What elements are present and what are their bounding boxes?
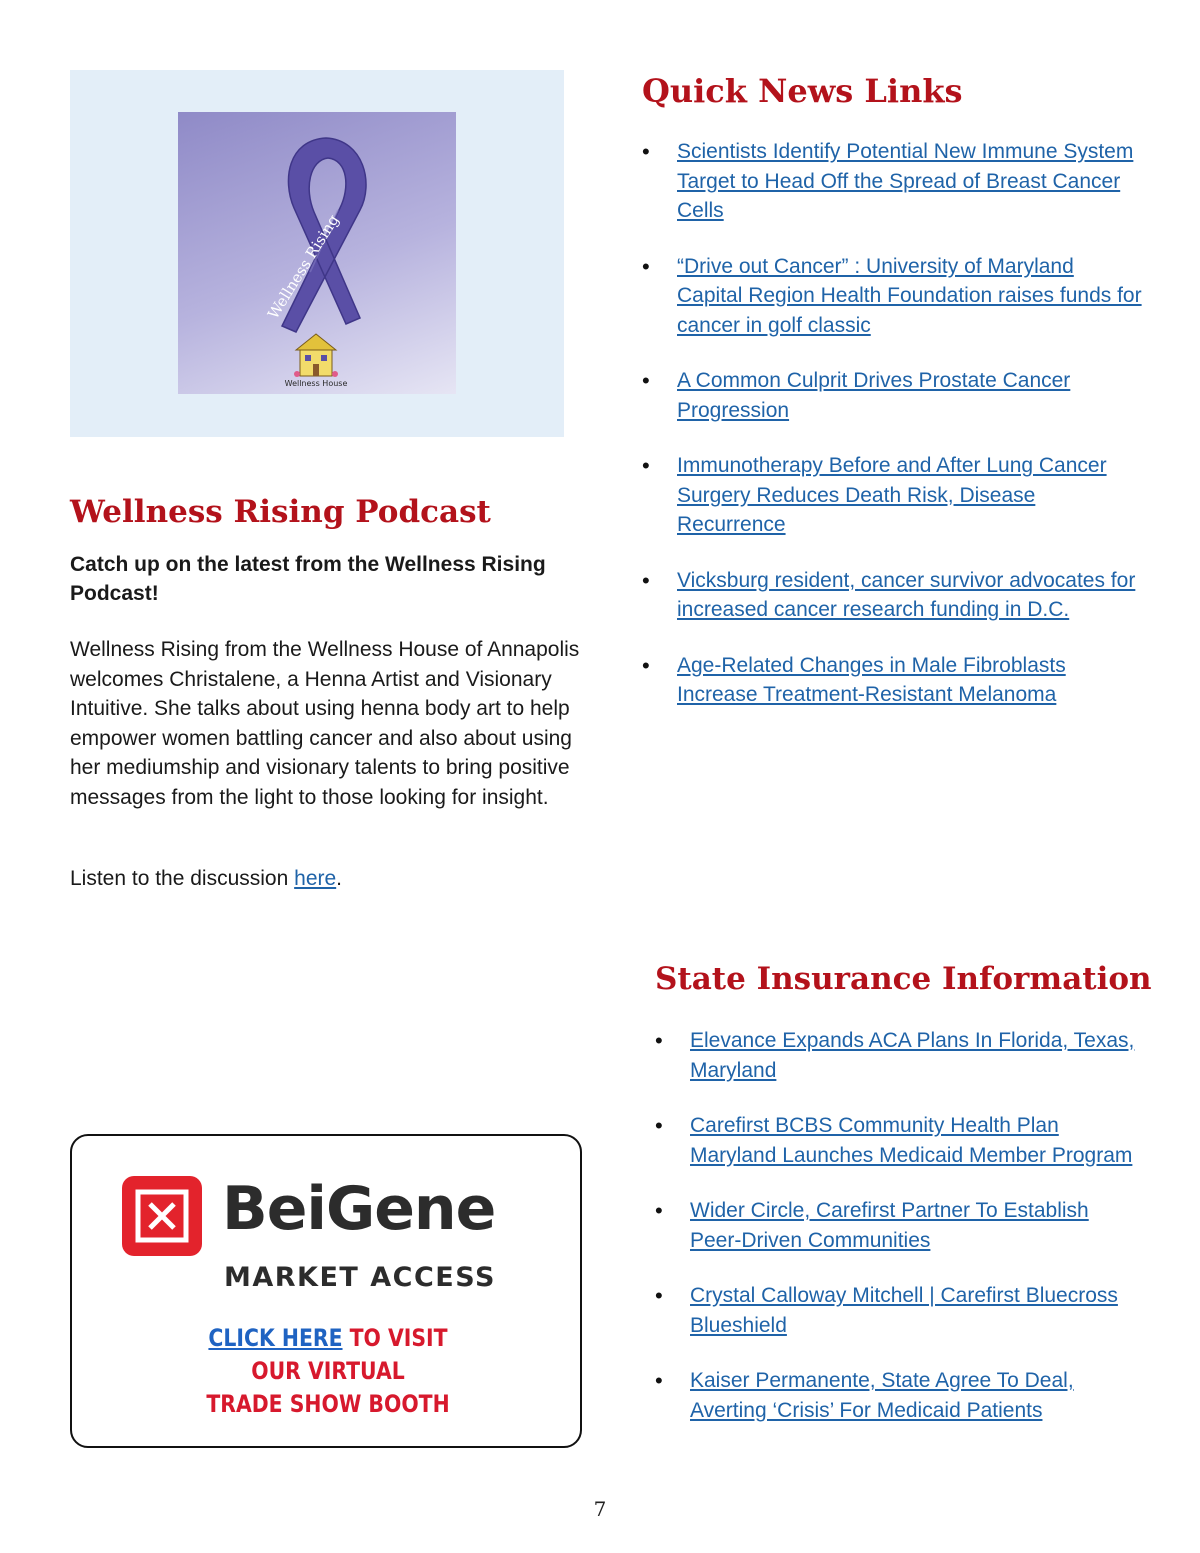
bullet-icon: •	[642, 652, 650, 678]
wellness-house-logo-icon	[294, 334, 338, 377]
bullet-icon: •	[642, 567, 650, 593]
awareness-ribbon-icon	[178, 112, 456, 394]
beigene-ad-banner[interactable]	[70, 1134, 582, 1448]
ad-call-to-action	[110, 1322, 545, 1421]
list-item	[642, 451, 1142, 540]
ad-cta-line1: TO VISIT	[342, 1324, 448, 1352]
list-item	[642, 651, 1142, 710]
bullet-icon: •	[655, 1113, 663, 1138]
list-item	[642, 252, 1142, 341]
bullet-icon: •	[642, 368, 650, 393]
list-item	[655, 1281, 1135, 1340]
news-link[interactable]: Age-Related Changes in Male Fibroblasts Increase Treatment-Resistant Melanoma	[677, 653, 1066, 706]
ad-brand-name: BeiGene	[222, 1174, 496, 1244]
svg-text:Wellness Rising: Wellness Rising	[264, 211, 343, 323]
bullet-icon: •	[642, 139, 650, 164]
podcast-description: Wellness Rising from the Wellness House of Annapolis welcomes Christalene, a Henna Artist and Visionary Intuitive. She talks about using henna body art to help empower women battling cancer and also about using her mediumship and visionary talents to bring positive messages from the light to those looking for insight.	[70, 638, 580, 809]
news-link[interactable]: Scientists Identify Potential New Immune System Target to Head Off the Spread of Breast Cancer Cells	[677, 140, 1134, 222]
wellness-rising-ribbon-image	[178, 112, 456, 394]
bullet-icon: •	[655, 1368, 663, 1393]
bullet-icon: •	[655, 1028, 663, 1053]
news-link[interactable]: “Drive out Cancer” : University of Maryland Capital Region Health Foundation raises funds for cancer in golf classic	[677, 254, 1142, 337]
listen-suffix: .	[336, 867, 343, 890]
bullet-icon: •	[642, 253, 650, 279]
list-item	[655, 1366, 1135, 1425]
ad-click-here-link[interactable]: CLICK HERE	[208, 1324, 343, 1352]
list-item	[655, 1111, 1135, 1170]
listen-prefix: Listen to the discussion	[70, 867, 295, 890]
news-link[interactable]: A Common Culprit Drives Prostate Cancer Progression	[677, 369, 1071, 422]
page-number: 7	[593, 1497, 607, 1521]
list-item	[642, 366, 1142, 425]
insurance-title: State Insurance Information	[655, 961, 1152, 997]
insurance-link[interactable]: Crystal Calloway Mitchell | Carefirst Bluecross Blueshield	[690, 1284, 1118, 1337]
insurance-link[interactable]: Kaiser Permanente, State Agree To Deal, Averting ‘Crisis’ For Medicaid Patients	[690, 1369, 1074, 1422]
bullet-icon: •	[655, 1283, 663, 1308]
insurance-link[interactable]: Elevance Expands ACA Plans In Florida, Texas, Maryland	[690, 1029, 1135, 1082]
svg-text:Wellness House: Wellness House	[284, 379, 348, 388]
quick-news-list	[642, 137, 1142, 736]
list-item	[642, 566, 1142, 625]
ad-cta-line2: OUR VIRTUAL	[251, 1357, 405, 1385]
insurance-list	[655, 1026, 1135, 1451]
podcast-image	[70, 70, 564, 437]
podcast-subtitle: Catch up on the latest from the Wellness Rising Podcast!	[70, 553, 546, 605]
podcast-title: Wellness Rising Podcast	[70, 494, 491, 530]
podcast-here-link[interactable]: here	[294, 867, 337, 890]
quick-news-title: Quick News Links	[642, 72, 963, 110]
ad-cta-line3: TRADE SHOW BOOTH	[206, 1390, 450, 1418]
news-link[interactable]: Vicksburg resident, cancer survivor advocates for increased cancer research funding in D.C.	[677, 568, 1136, 621]
bullet-icon: •	[655, 1198, 663, 1223]
podcast-listen-line	[70, 867, 342, 891]
insurance-link[interactable]: Carefirst BCBS Community Health Plan Maryland Launches Medicaid Member Program	[690, 1114, 1133, 1167]
news-link[interactable]: Immunotherapy Before and After Lung Cancer Surgery Reduces Death Risk, Disease Recurrence	[677, 454, 1107, 536]
list-item	[655, 1026, 1135, 1085]
list-item	[655, 1196, 1135, 1255]
ad-subtitle: MARKET ACCESS	[224, 1262, 496, 1293]
beigene-logo-icon	[122, 1176, 202, 1256]
list-item	[642, 137, 1142, 226]
insurance-link[interactable]: Wider Circle, Carefirst Partner To Establish Peer-Driven Communities	[690, 1199, 1089, 1252]
bullet-icon: •	[642, 453, 650, 478]
